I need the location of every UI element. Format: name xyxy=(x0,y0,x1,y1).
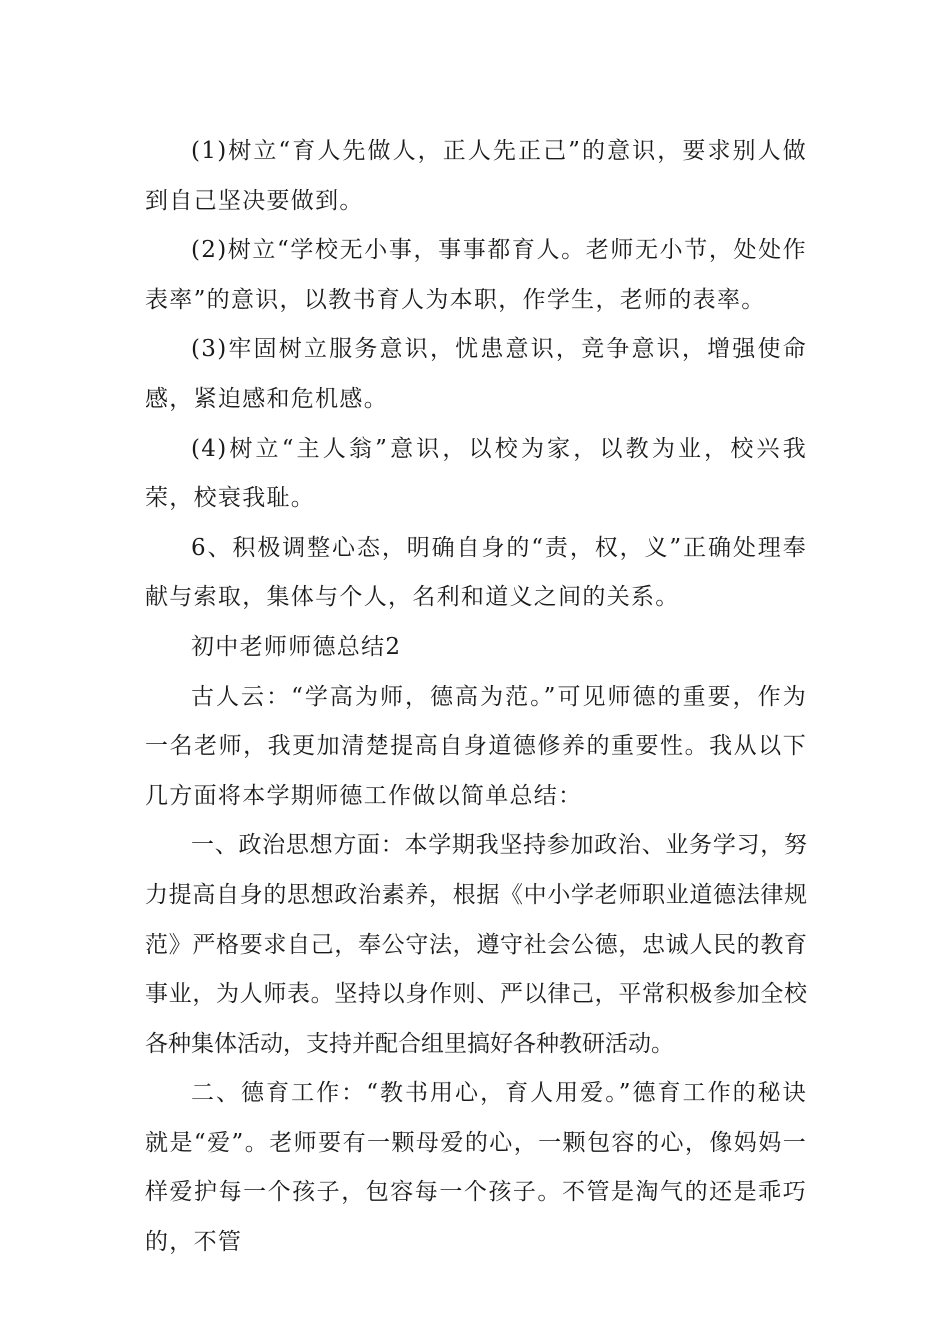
political-thought-paragraph: 一、政治思想方面：本学期我坚持参加政治、业务学习，努力提高自身的思想政治素养，根据《中小学老师职业道德法律规范》严格要求自己，奉公守法，遵守社会公德，忠诚人民的教育事业，为人师表。坚持以身作则、严以律己，平常积极参加全校各种集体活动，支持并配合组里搞好各种教研活动。 xyxy=(145,832,807,1057)
paragraph-item-1: (1)树立“育人先做人，正人先正己”的意识，要求别人做到自己坚决要做到。 xyxy=(145,138,807,214)
section-heading: 初中老师师德总结2 xyxy=(191,633,402,660)
paragraph-item-4: (4)树立“主人翁”意识，以校为家，以教为业，校兴我荣，校衰我耻。 xyxy=(145,435,807,512)
document-body xyxy=(145,127,807,1268)
intro-paragraph: 古人云：“学高为师，德高为范。”可见师德的重要，作为一名老师，我更加清楚提高自身道德修养的重要性。我从以下几方面将本学期师德工作做以简单总结： xyxy=(145,683,807,809)
paragraph-item-6: 6、积极调整心态，明确自身的“责，权，义”正确处理奉献与索取，集体与个人，名利和道义之间的关系。 xyxy=(145,534,807,611)
moral-education-paragraph: 二、德育工作：“教书用心，育人用爱。”德育工作的秘诀就是“爱”。老师要有一颗母爱的心，一颗包容的心，像妈妈一样爱护每一个孩子，包容每一个孩子。不管是淘气的还是乖巧的，不管 xyxy=(145,1080,807,1256)
paragraph-item-2: (2)树立“学校无小事，事事都育人。老师无小节，处处作表率”的意识，以教书育人为本职，作学生，老师的表率。 xyxy=(145,237,807,313)
paragraph-item-3: (3)牢固树立服务意识，忧患意识，竞争意识，增强使命感，紧迫感和危机感。 xyxy=(145,336,807,412)
